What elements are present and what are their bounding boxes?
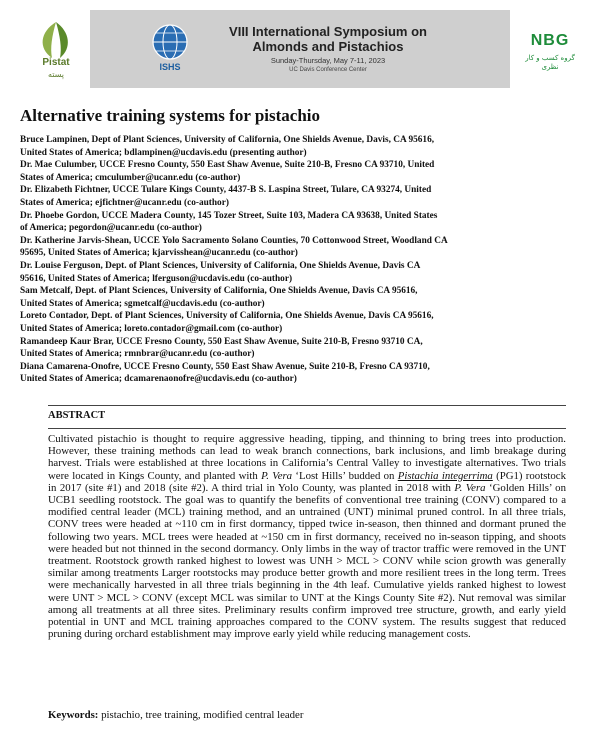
author-list bbox=[20, 134, 510, 386]
abstract-text: ‘Lost Hills’ budded on bbox=[292, 469, 398, 482]
nbg-logo-subtext: گروه کسب و کار نظری bbox=[525, 54, 575, 71]
nbg-logo-block bbox=[510, 10, 588, 88]
author-line: 95695, United States of America; kjarvisshean@ucanr.edu (co-author) bbox=[20, 248, 298, 259]
abstract-body bbox=[48, 433, 566, 640]
author-line: United States of America; dcamarenaonofre@ucdavis.edu (co-author) bbox=[20, 374, 297, 385]
symposium-title-line-2: Almonds and Pistachios bbox=[252, 39, 404, 54]
pistat-logo-block bbox=[22, 10, 90, 88]
author-line: Loreto Contador, Dept. of Plant Sciences, University of California, One Shields Avenue, Davis CA 95616, bbox=[20, 311, 434, 322]
keywords bbox=[48, 709, 303, 721]
abstract-top-rule bbox=[48, 405, 566, 406]
author-line: Ramandeep Kaur Brar, UCCE Fresno County, 550 East Shaw Avenue, Suite 210-B, Fresno 93710 CA, bbox=[20, 336, 423, 347]
species-name: Pistachia integerrima bbox=[397, 469, 493, 482]
author-line: United States of America; bdlampinen@ucdavis.edu (presenting author) bbox=[20, 147, 307, 158]
author-line: United States of America; loreto.contador@gmail.com (co-author) bbox=[20, 323, 283, 334]
ishs-globe-icon bbox=[150, 22, 190, 62]
author-line: United States of America; rmnbrar@ucanr.edu (co-author) bbox=[20, 349, 255, 360]
symposium-venue: UC Davis Conference Center bbox=[289, 67, 367, 73]
author-line: Dr. Katherine Jarvis-Shean, UCCE Yolo Sacramento Solano Counties, 70 Cottonwood Street, Woodland CA bbox=[20, 235, 448, 246]
abstract-text: (PG1) rootstock in 2017 (site #1) and 2018 (site #2). A third trial in Yolo County, was planted in 2018 with bbox=[48, 469, 566, 494]
abstract-text: ‘Golden Hills’ on UCB1 seedling rootstock. The goal was to quantify the benefits of conventional tree training (CONV) compared to a modified central leader (MCL) training method, and an untrained (UNT) minimal pruned control. In all three trials, CONV trees were headed at ~110 cm in first dormancy, tipped twice in-season, then thinned and dormant pruned the following two years. MCL trees were headed at ~150 cm in first dormancy, received no in-season tipping, and shoots were headed but not thinned in the second dormancy. Only limbs in the way of tractor traffic were removed in the UNT treatment. Rootstock growth ranked highest to lowest was UNH > MCL > CONV while scion growth was generally similar among treatments Larger rootstocks may produce better growth and more resilient trees in the long term. Trees were mechanically harvested in all three trials beginning in the 4th leaf. Cumulative yields ranked highest to lowest were UNT > MCL > CONV (except MCL was similar to UNT at the Kings County Site #2). Nut removal was similar among all treatments at all three sites. Preliminary results confirm improved tree structure, growth, and early yield potential in UNT and MCL training approaches compared to the CONV system. The results suggest that reduced pruning during orchard establishment may improve early yield while reducing management costs. bbox=[48, 481, 566, 641]
pistat-logo-subtext: پسته bbox=[47, 70, 65, 79]
conference-banner bbox=[22, 10, 588, 88]
abstract-heading: ABSTRACT bbox=[48, 410, 106, 421]
author-line: Dr. Elizabeth Fichtner, UCCE Tulare Kings County, 4437-B S. Laspina Street, Tulare, CA 93274, United bbox=[20, 185, 432, 196]
keywords-text: pistachio, tree training, modified central leader bbox=[98, 709, 304, 721]
abstract-text: Cultivated pistachio is thought to require aggressive heading, tipping, and thinning to bring trees into production. However, these training methods can lead to weak branch connections, bark inclusions, and limb breakage during harvest. Trials were established at three locations in California’s Central Valley to investigate alternatives. Two trials were located in Kings County, and planted with bbox=[48, 433, 566, 482]
author-line: Diana Camarena-Onofre, UCCE Fresno County, 550 East Shaw Avenue, Suite 210-B, Fresno CA 93710, bbox=[20, 361, 430, 372]
author-line: 95616, United States of America; lferguson@ucdavis.edu (co-author) bbox=[20, 273, 293, 284]
keywords-label: Keywords: bbox=[48, 709, 99, 721]
symposium-title-line-1: VIII International Symposium on bbox=[229, 24, 427, 39]
paper-title: Alternative training systems for pistachio bbox=[20, 106, 320, 125]
species-name: P. Vera bbox=[454, 481, 486, 494]
pistat-logo-text: Pistat bbox=[42, 57, 70, 68]
symposium-title bbox=[208, 24, 448, 54]
author-line: Sam Metcalf, Dept. of Plant Sciences, University of California, One Shields Avenue, Davis CA 95616, bbox=[20, 286, 418, 297]
author-line: Dr. Phoebe Gordon, UCCE Madera County, 145 Tozer Street, Suite 103, Madera CA 93638, United States bbox=[20, 210, 438, 221]
species-name: P. Vera bbox=[261, 469, 293, 482]
author-line: Bruce Lampinen, Dept of Plant Sciences, University of California, One Shields Avenue, Davis, CA 95616, bbox=[20, 135, 435, 145]
author-line: States of America; ejfichtner@ucanr.edu (co-author) bbox=[20, 197, 229, 208]
author-line: of America; pegordon@ucanr.edu (co-author) bbox=[20, 223, 202, 234]
ishs-label: ISHS bbox=[159, 62, 181, 72]
symposium-panel bbox=[90, 10, 510, 88]
author-line: States of America; cmculumber@ucanr.edu (co-author) bbox=[20, 172, 241, 183]
author-line: Dr. Louise Ferguson, Dept. of Plant Sciences, University of California, One Shields Avenue, Davis CA bbox=[20, 260, 421, 271]
author-line: United States of America; sgmetcalf@ucdavis.edu (co-author) bbox=[20, 298, 265, 309]
symposium-dates: Sunday-Thursday, May 7-11, 2023 bbox=[270, 56, 386, 65]
author-line: Dr. Mae Culumber, UCCE Fresno County, 550 East Shaw Avenue, Suite 210-B, Fresno CA 93710, United bbox=[20, 160, 435, 171]
abstract-heading-rule bbox=[48, 428, 566, 429]
nbg-logo-text: NBG bbox=[530, 32, 570, 49]
